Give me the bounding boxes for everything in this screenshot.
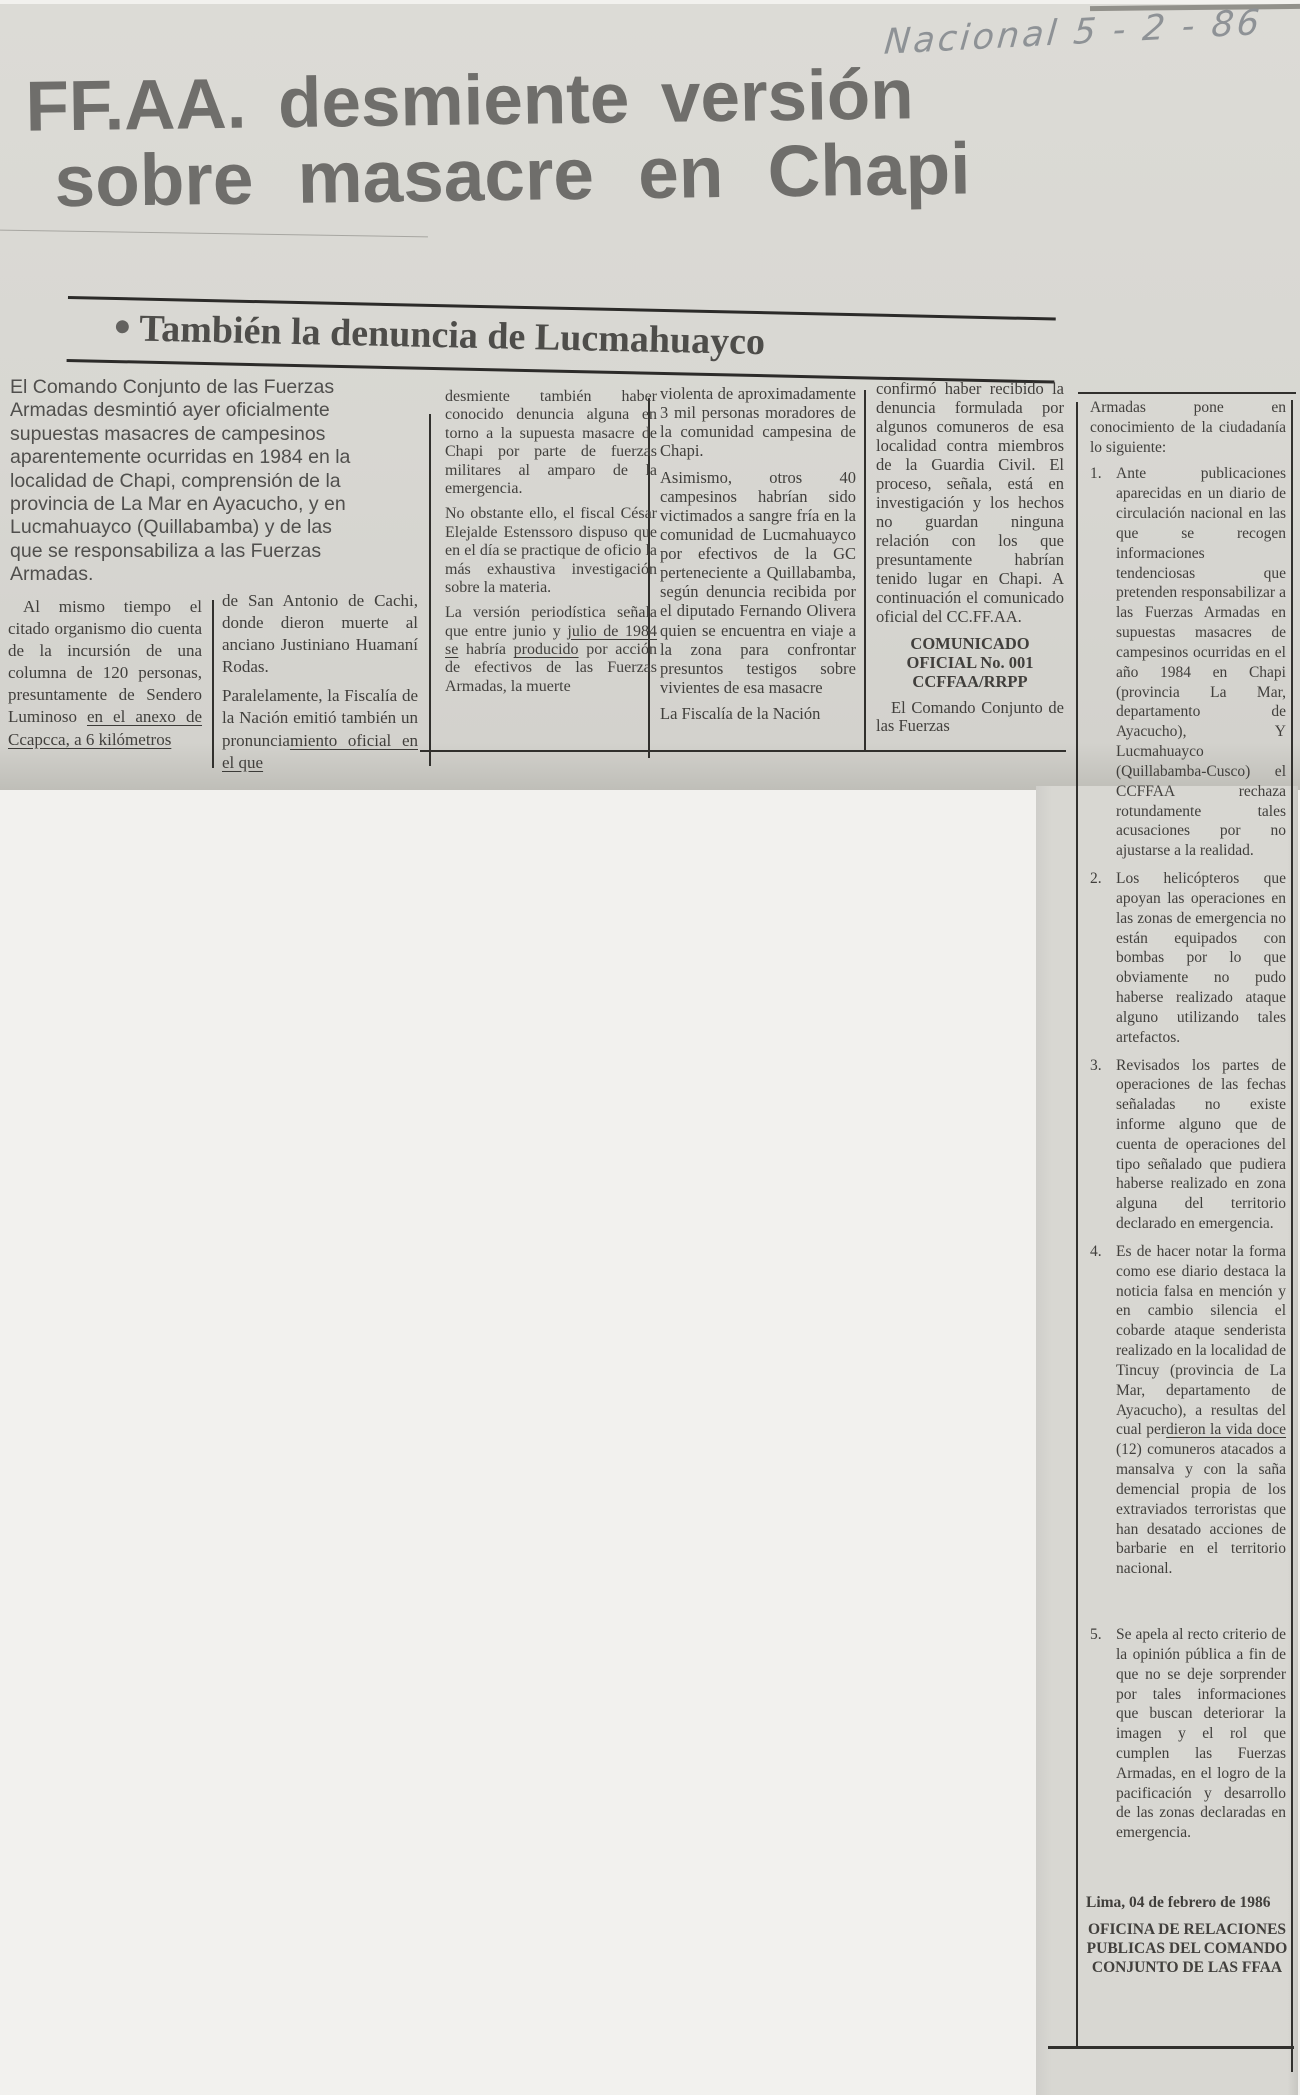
- underlined-text-segment: Ccapcca, a 6 kilómetros: [8, 729, 172, 749]
- paragraph-text: [10, 376, 350, 585]
- paragraph-text: [1116, 1057, 1286, 1233]
- paragraph: [10, 376, 368, 587]
- column-rule: [864, 390, 866, 752]
- paragraph: [445, 388, 657, 498]
- text-segment: OFICINA DE RELACIONES PUBLICAS DEL COMANDO CONJUNTO DE LAS FFAA: [1086, 1920, 1288, 1976]
- paragraph: [660, 384, 856, 461]
- text-segment: por acción de efectivos de las Fuerzas Armadas, la muerte: [445, 641, 657, 695]
- list-item: [1090, 1242, 1286, 1579]
- item-number: 3.: [1090, 1056, 1102, 1074]
- strip-top-rule: [1078, 392, 1296, 394]
- item-number: 1.: [1090, 465, 1102, 483]
- underlined-text-segment: julio de 1984 se: [445, 622, 658, 659]
- headline-line1: FF.AA. desmiente versión: [24, 55, 915, 147]
- paragraph-text: [445, 604, 657, 695]
- body-column-3: [660, 384, 856, 723]
- text-segment: Los helicópteros que apoyan las operaciones en las zonas de emergencia no están equipados con bombas por lo que obviamente no pudo haberse realizado ataque alguno utilizando tales artefactos.: [1116, 870, 1286, 1046]
- paragraph-text: [660, 468, 856, 697]
- text-segment: La versión periodística señala que entre junio y: [445, 604, 657, 640]
- list-item: [1090, 464, 1286, 861]
- text-segment: Al mismo tiempo el citado organismo dio cuenta de la incursión de una columna de 120 personas, presuntamente de Sendero Luminoso: [8, 597, 202, 727]
- column-rule: [429, 414, 431, 766]
- text-segment: confirmó haber recibido la denuncia formulada por algunos comuneros de esa localidad contra miembros de la Guardia Civil. El proceso, señala, está en investigación y los hechos no guardan ninguna relación con los que presuntamente habrían tenido lugar en Chapi. A continuación el comunicado oficial del CC.FF.AA.: [876, 379, 1064, 626]
- body-column-1a: [8, 596, 202, 751]
- paragraph-text: [1087, 1921, 1288, 1976]
- text-segment: Lima, 04 de febrero de 1986: [1086, 1894, 1271, 1911]
- text-segment: Es de hacer notar la forma como ese diario destaca la noticia falsa en mención y en cambio silencia el cobarde ataque senderista realizado en la localidad de Tincuy (provincia de La Mar, departamento de Ayacucho), a resultas del cual per: [1116, 1242, 1286, 1439]
- paragraph: [1086, 1921, 1288, 1978]
- paragraph-text: [222, 591, 418, 676]
- paragraph-text: [1090, 399, 1286, 456]
- paragraph: [660, 704, 856, 723]
- paragraph-text: [876, 698, 1064, 736]
- paragraph: [876, 699, 1064, 737]
- paragraph: [1086, 1894, 1288, 1913]
- text-segment: Se apela al recto criterio de la opinión pública a fin de que no se deje sorprender por tales informaciones que buscan deteriorar la imagen y el rol que cumplen las Fuerzas Armadas, en el logro de la pacificación y desarrollo de las zonas declaradas en emergencia.: [1116, 1626, 1286, 1842]
- paragraph: [222, 685, 418, 773]
- column-rule: [212, 600, 214, 768]
- strip-bottom-rule: [1048, 2046, 1294, 2049]
- list-item: [1090, 1625, 1286, 1843]
- paragraph: [660, 468, 856, 698]
- paragraph-text: [1116, 1243, 1286, 1577]
- handwritten-date-annotation: Nacional 5 - 2 - 86: [882, 2, 1264, 63]
- body-column-1b: [222, 590, 418, 774]
- paragraph: [876, 635, 1064, 692]
- communique-column: [1090, 398, 1286, 1843]
- underlined-text-segment: en el anexo de: [86, 707, 203, 727]
- paragraph-text: [1116, 1626, 1286, 1841]
- paragraph: [8, 596, 202, 751]
- text-segment: La Fiscalía de la Nación: [660, 704, 821, 723]
- lead-paragraph: [10, 376, 368, 587]
- paragraph: [222, 590, 418, 678]
- text-segment: Asimismo, otros 40 campesinos habrían sido victimados a sangre fría en la comunidad de Lucmahuayco por efectivos de la GC perteneciente a Quillabamba, según denuncia recibida por el diputado Fernando Olivera quien se encuentra en viaje a la zona para confrontar presuntos testigos sobre vivientes de esa masacre: [660, 467, 856, 697]
- item-number: 4.: [1090, 1242, 1102, 1260]
- paragraph: [445, 604, 657, 696]
- text-segment: Armadas pone en conocimiento de la ciudadanía lo siguiente:: [1090, 399, 1286, 456]
- strip-right-rule: [1291, 400, 1293, 2072]
- underlined-text-segment: dieron la vida doce: [1166, 1421, 1287, 1439]
- subheadline-text: También la denuncia de Lucmahuayco: [138, 307, 766, 364]
- underlined-text-segment: producido: [513, 641, 579, 659]
- list-item: [1090, 1056, 1286, 1234]
- text-segment: violenta de aproximadamente 3 mil personas moradores de la comunidad campesina de Chapi.: [660, 384, 856, 461]
- paragraph-text: [907, 634, 1034, 691]
- paragraph-text: [660, 384, 856, 460]
- text-segment: El Comando Conjunto de las Fuerzas: [876, 697, 1064, 736]
- body-column-4: [876, 380, 1064, 736]
- text-segment: Ante publicaciones aparecidas en un diario de circulación nacional en las que se recogen informaciones tendenciosas que pretenden responsabilizar a las Fuerzas Armadas en supuestas masacres de campesinos ocurridas en el año 1984 en Chapi (provincia La Mar, departamento de Ayacucho), Y Lucmahuayco (Quillabamba-Cusco) el CCFFAA rechaza rotundamente tales acusaciones por no ajustarse a la realidad.: [1116, 465, 1286, 860]
- headline: [24, 55, 987, 223]
- paragraph-text: [876, 379, 1064, 626]
- paragraph-text: [660, 704, 820, 723]
- paragraph-text: [1116, 465, 1286, 859]
- text-segment: No obstante ello, el fiscal César Elejalde Estenssoro dispuso que en el día se practique de oficio la más exhaustiva investigación sobre la materia.: [445, 505, 657, 596]
- paragraph: [1090, 398, 1286, 457]
- text-segment: desmiente también haber conocido denuncia alguna en torno a la supuesta masacre de Chapi por parte de fuerzas militares al amparo de la emergencia.: [445, 388, 657, 497]
- text-segment: de San Antonio de Cachi, donde dieron muerte al anciano Justiniano Huamaní Rodas.: [222, 591, 418, 677]
- body-column-2: [445, 388, 657, 696]
- paragraph-text: [222, 686, 418, 771]
- bullet-icon: ●: [113, 309, 132, 343]
- text-segment: Paralelamente, la Fiscalía de la Nación emitió también un pronuncia: [222, 686, 418, 750]
- signature-block: [1086, 1894, 1288, 1978]
- item-number: 5.: [1090, 1626, 1102, 1644]
- paragraph-text: [445, 505, 657, 596]
- paragraph-text: [1086, 1894, 1271, 1911]
- text-segment: habría: [458, 641, 514, 659]
- paragraph: [445, 505, 657, 597]
- paragraph: [876, 380, 1064, 627]
- text-segment: COMUNICADO OFICIAL No. 001 CCFFAA/RRPP: [906, 633, 1034, 691]
- paragraph-text: [1116, 870, 1286, 1046]
- strip-left-rule: [1076, 402, 1078, 2048]
- main-bottom-rule: [420, 750, 1066, 752]
- text-segment: (12) comuneros atacados a mansalva y con la saña demencial propia de los extraviados terroristas que han desatado acciones de barbarie en el territorio nacional.: [1116, 1441, 1286, 1578]
- headline-line2: sobre masacre en Chapi: [53, 128, 971, 223]
- list-item: [1090, 869, 1286, 1047]
- item-number: 2.: [1090, 870, 1102, 888]
- paragraph-text: [445, 388, 657, 497]
- paragraph-text: [8, 597, 202, 749]
- text-segment: Revisados los partes de operaciones de las fechas señaladas no existe informe alguno que de cuenta de operaciones del tipo señalado que pudiera haberse realizado en zona alguna del territorio declarado en emergencia.: [1116, 1056, 1286, 1233]
- text-segment: El Comando Conjunto de las Fuerzas Armadas desmintió ayer oficialmente supuestas masacres de campesinos aparentemente ocurridas en 1984 en la localidad de Chapi, comprensión de la provincia de La Mar en Ayacucho, y en Lucmahuayco (Quillabamba) y de las que se responsabiliza a las Fuerzas Armadas.: [10, 376, 351, 586]
- underlined-text-segment: miento oficial en el que: [222, 730, 418, 772]
